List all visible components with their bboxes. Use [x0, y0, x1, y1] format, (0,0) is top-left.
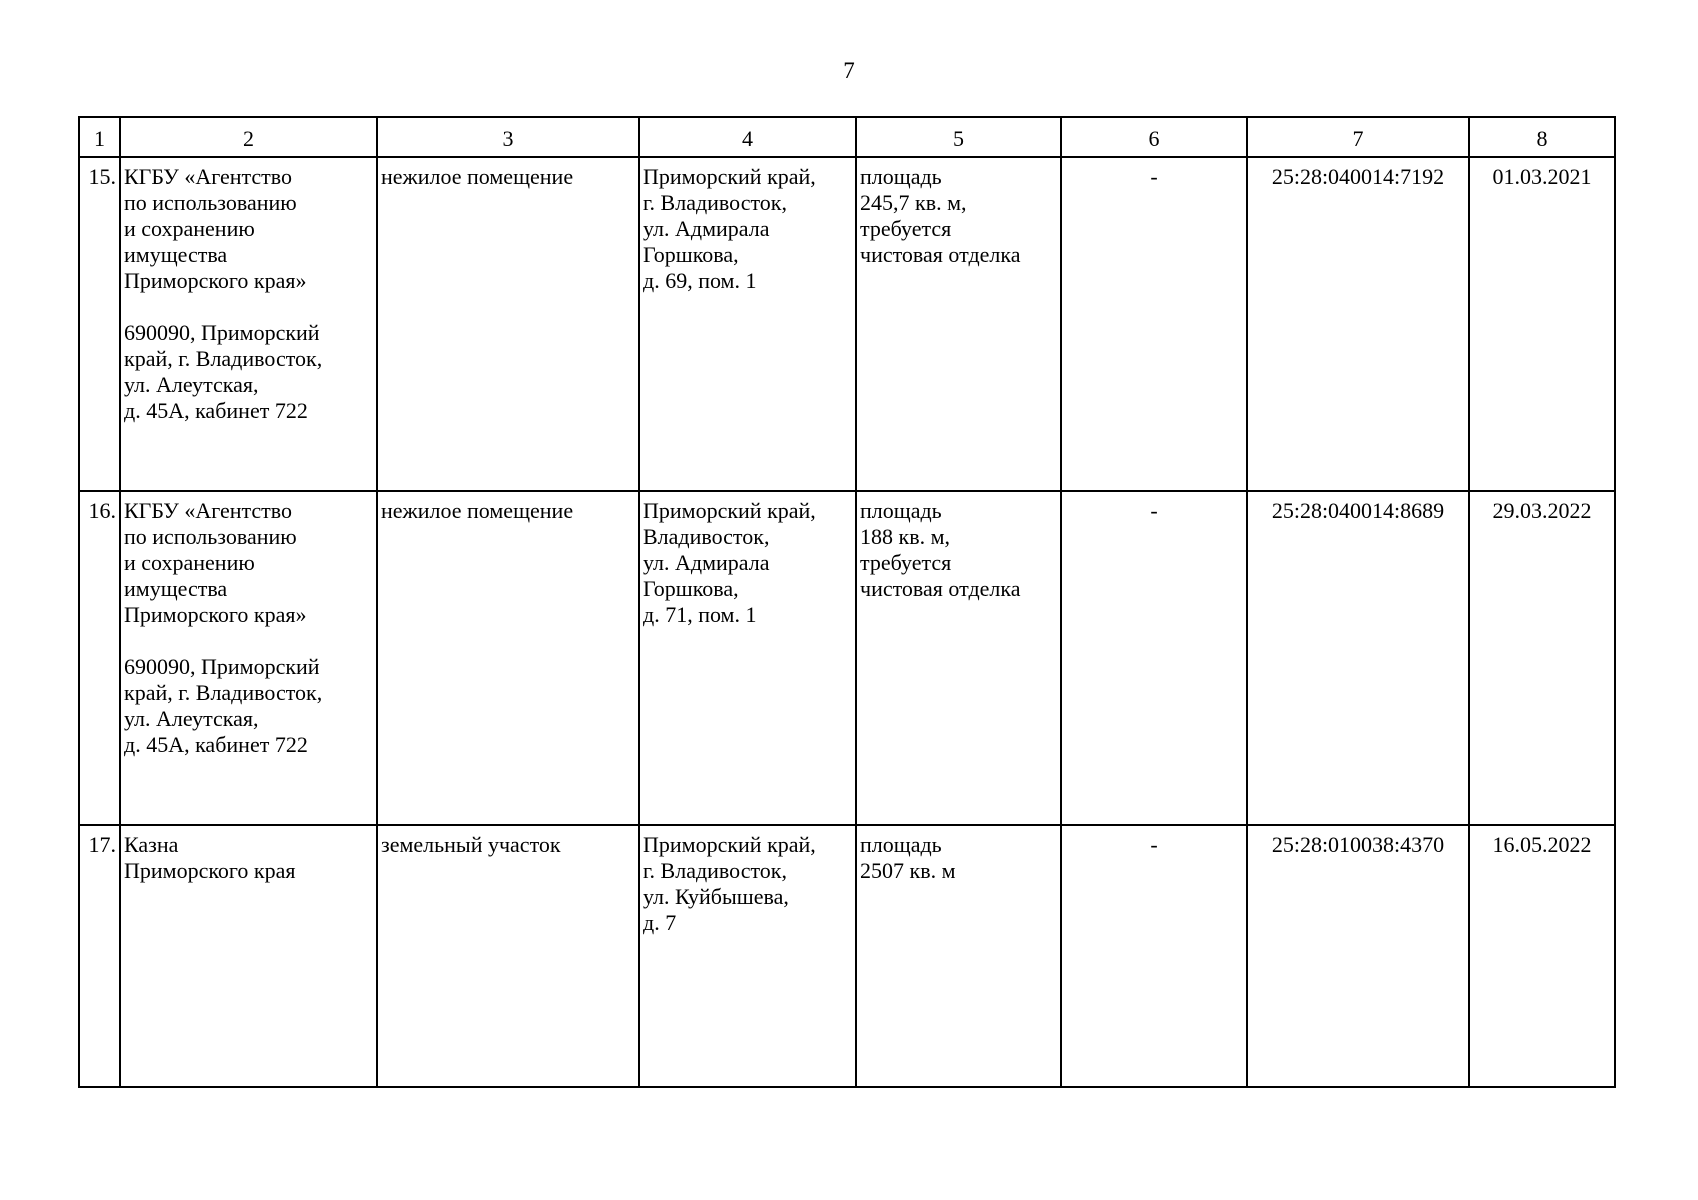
holder-address-line: ул. Алеутская, — [124, 372, 259, 397]
characteristics-line: площадь — [860, 498, 942, 523]
object-type-cell: нежилое помещение — [377, 157, 639, 491]
holder-name-line: имущества — [124, 242, 228, 267]
row-number: 15. — [79, 157, 120, 491]
location-line: Приморский край, — [643, 498, 816, 523]
row-number: 16. — [79, 491, 120, 825]
characteristics-cell — [856, 825, 1061, 1087]
characteristics-cell — [856, 491, 1061, 825]
column-header-3: 3 — [377, 117, 639, 157]
characteristics-line: площадь — [860, 164, 942, 189]
page-number: 7 — [843, 58, 855, 83]
holder-name-line: Приморского края — [124, 858, 296, 883]
column-6-cell: - — [1061, 825, 1247, 1087]
location-line: ул. Адмирала — [643, 550, 770, 575]
holder-name-line: имущества — [124, 576, 228, 601]
row-number: 17. — [79, 825, 120, 1087]
holder-cell — [120, 491, 377, 825]
location-line: д. 71, пом. 1 — [643, 602, 757, 627]
characteristics-line: требуется — [860, 550, 952, 575]
characteristics-line: чистовая отделка — [860, 242, 1021, 267]
object-type-cell: земельный участок — [377, 825, 639, 1087]
location-line: д. 7 — [643, 910, 677, 935]
location-line: г. Владивосток, — [643, 190, 787, 215]
holder-name-line: КГБУ «Агентство — [124, 498, 292, 523]
column-header-4: 4 — [639, 117, 856, 157]
location-cell — [639, 825, 856, 1087]
paragraph-gap — [124, 294, 373, 320]
property-registry-table — [78, 116, 1616, 1088]
date-cell: 29.03.2022 — [1469, 491, 1615, 825]
cadastral-number-cell: 25:28:010038:4370 — [1247, 825, 1469, 1087]
holder-name-line: Приморского края» — [124, 602, 307, 627]
holder-address-line: край, г. Владивосток, — [124, 346, 323, 371]
column-header-5: 5 — [856, 117, 1061, 157]
characteristics-cell — [856, 157, 1061, 491]
location-line: ул. Адмирала — [643, 216, 770, 241]
holder-name-line: и сохранению — [124, 550, 255, 575]
column-header-7: 7 — [1247, 117, 1469, 157]
column-header-1: 1 — [79, 117, 120, 157]
holder-name-line: по использованию — [124, 190, 297, 215]
holder-name-line: и сохранению — [124, 216, 255, 241]
holder-address-line: край, г. Владивосток, — [124, 680, 323, 705]
holder-address-line: д. 45А, кабинет 722 — [124, 398, 308, 423]
column-header-2: 2 — [120, 117, 377, 157]
holder-name-line: КГБУ «Агентство — [124, 164, 292, 189]
holder-address-line: ул. Алеутская, — [124, 706, 259, 731]
holder-name-line: Казна — [124, 832, 179, 857]
characteristics-line: 2507 кв. м — [860, 858, 956, 883]
holder-cell — [120, 825, 377, 1087]
column-header-8: 8 — [1469, 117, 1615, 157]
location-cell — [639, 491, 856, 825]
holder-address-line: д. 45А, кабинет 722 — [124, 732, 308, 757]
location-line: Приморский край, — [643, 832, 816, 857]
characteristics-line: чистовая отделка — [860, 576, 1021, 601]
date-cell: 01.03.2021 — [1469, 157, 1615, 491]
holder-address-line: 690090, Приморский — [124, 320, 320, 345]
location-line: ул. Куйбышева, — [643, 884, 789, 909]
table-row — [79, 491, 1615, 825]
paragraph-gap — [124, 628, 373, 654]
location-line: Приморский край, — [643, 164, 816, 189]
column-number-row — [79, 117, 1615, 157]
table-row — [79, 157, 1615, 491]
characteristics-line: требуется — [860, 216, 952, 241]
holder-address-line: 690090, Приморский — [124, 654, 320, 679]
table-row — [79, 825, 1615, 1087]
date-cell: 16.05.2022 — [1469, 825, 1615, 1087]
column-header-6: 6 — [1061, 117, 1247, 157]
characteristics-line: 188 кв. м, — [860, 524, 950, 549]
cadastral-number-cell: 25:28:040014:8689 — [1247, 491, 1469, 825]
characteristics-line: площадь — [860, 832, 942, 857]
location-line: г. Владивосток, — [643, 858, 787, 883]
location-line: Владивосток, — [643, 524, 770, 549]
characteristics-line: 245,7 кв. м, — [860, 190, 967, 215]
cadastral-number-cell: 25:28:040014:7192 — [1247, 157, 1469, 491]
location-line: Горшкова, — [643, 242, 739, 267]
holder-cell — [120, 157, 377, 491]
location-line: д. 69, пом. 1 — [643, 268, 757, 293]
object-type-cell: нежилое помещение — [377, 491, 639, 825]
holder-name-line: по использованию — [124, 524, 297, 549]
holder-name-line: Приморского края» — [124, 268, 307, 293]
location-cell — [639, 157, 856, 491]
location-line: Горшкова, — [643, 576, 739, 601]
column-6-cell: - — [1061, 157, 1247, 491]
column-6-cell: - — [1061, 491, 1247, 825]
